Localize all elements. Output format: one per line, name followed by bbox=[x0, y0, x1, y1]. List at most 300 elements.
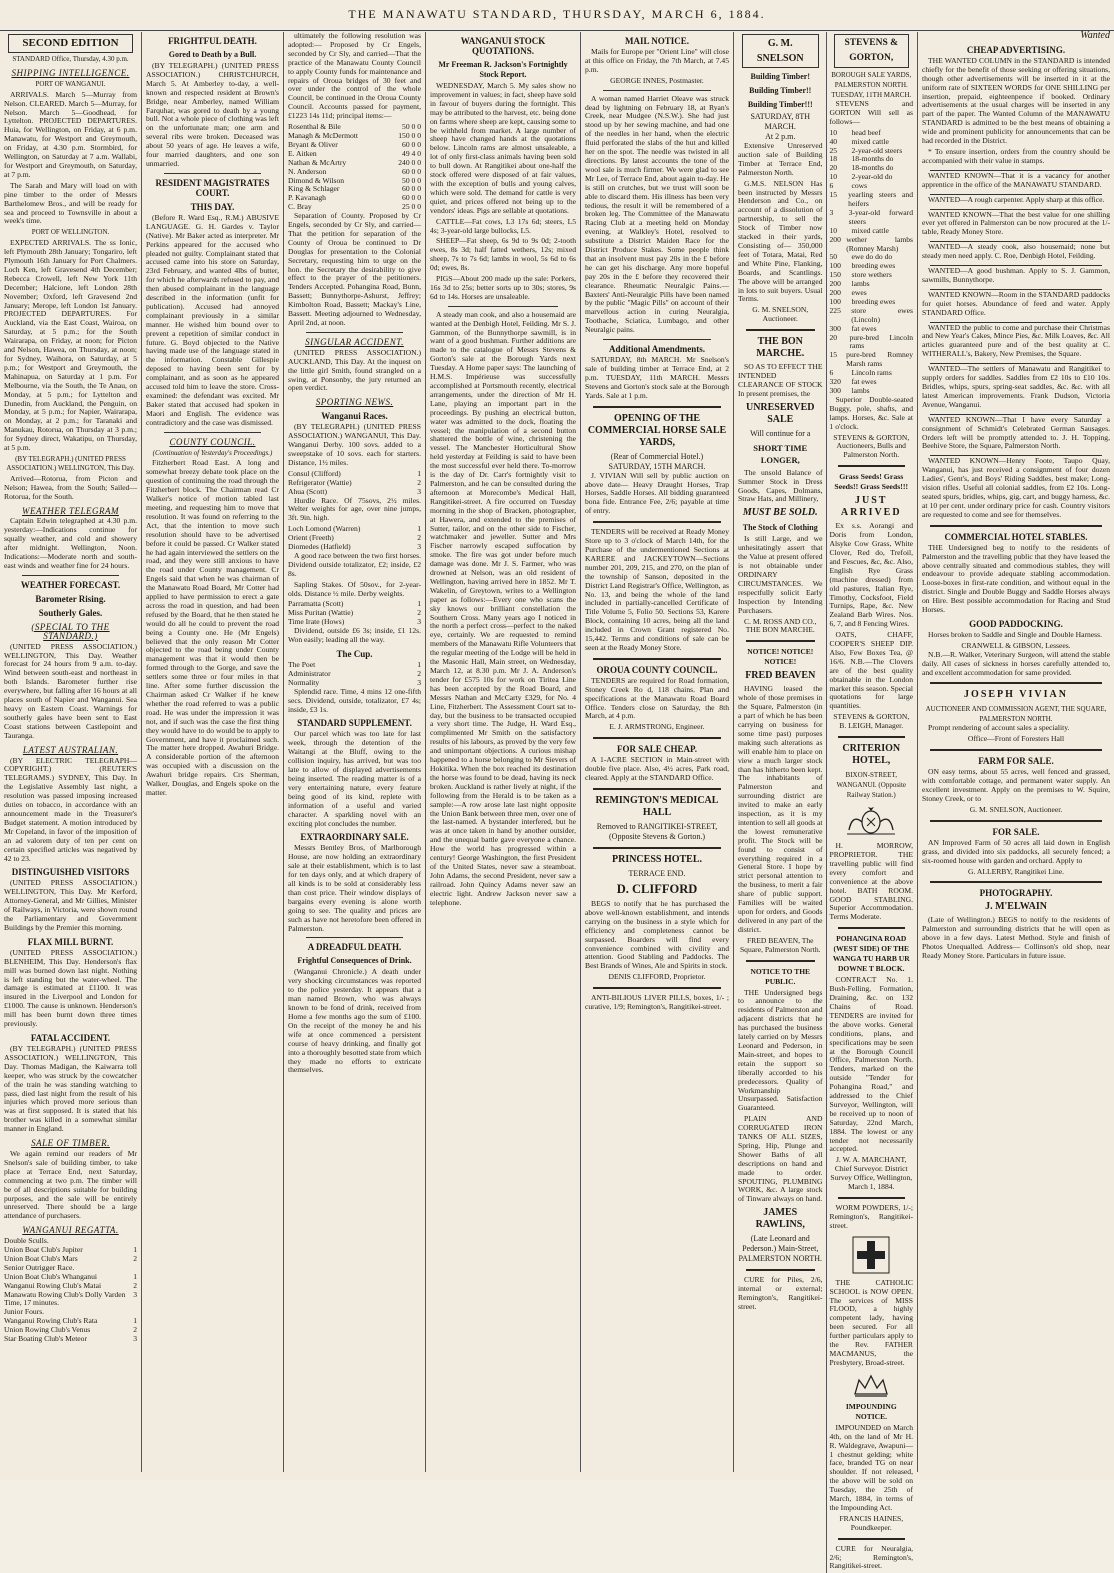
ad-divider bbox=[930, 682, 1102, 684]
row-label: Junior Fours. bbox=[4, 1307, 45, 1317]
woman-text: A woman named Harriet Oleave was struck dead by lightning on February 18, at Ryan's Creek, near Mudgee (N.S.W.). She had just stood up by her sewing machine, and had one of the needles in her hand, when the electric fluid perforated the slabs of the hut and killed her on the spot. The needle was twisted in all directions. By latest accounts the tone of the wool sale is much firmer. We were glad to see Mr Lee, of Terrace End, about again to-day. He is still on crutches, but we trust will soon be able to discard them. His illness has been very tedious, the result it will be remembered of a broken leg. The Committee of the Manawatu Racing Club at a meeting held on Monday evening, at Walkley's Hotel, resolved to substitute a District Maiden Race for the District Produce Stakes. Some people think that an insolvent must pay 20s in the £ before he can get his discharge. Any more hopeful pay 20s in the £ before they recovered their clearance. Rheumatic Neuralgic Pains.—Baxters' Anti-Neuralgic Pills have been named by the public "Magic Pills" on account of their marvellous action in curing Neuralgia, Toothache, Sciatica, Lumbago, and other Neuralgic pains. bbox=[585, 93, 729, 335]
princess-address: TERRACE END. bbox=[628, 869, 686, 878]
forsale-heading: FOR SALE CHEAP. bbox=[617, 744, 697, 755]
criterion-text: H. MORROW, PROPRIETOR. THE travelling public will find every comfort and convenience at the above hotel. BATH ROOM. GOOD STABLING. Superior Accommodation. Terms Moderate. bbox=[829, 841, 913, 922]
ad-divider bbox=[746, 640, 815, 642]
sg-signature: STEVENS & GORTON, Auctioneers, Bulls and Palmerston North. bbox=[833, 432, 910, 460]
stock-count: 200 bbox=[829, 234, 841, 244]
sapling-text: Sapling Stakes. Of 50sov., for 2-year-olds. Distance ½ mile. Derby weights. bbox=[288, 579, 421, 598]
wanted-ad: WANTED KNOWN—Room in the STANDARD paddocks for quiet horses. Abundance of feed and water. Apply STANDARD Office. bbox=[922, 289, 1110, 317]
supplement-heading: STANDARD SUPPLEMENT. bbox=[297, 718, 412, 729]
list-row bbox=[4, 1335, 137, 1344]
just-arrived: JUST ARRIVED bbox=[840, 495, 902, 519]
stevens-gorton-ad bbox=[826, 32, 914, 1573]
column-1 bbox=[0, 32, 141, 1472]
pohangina-title: POHANGINA ROAD (WEST SIDE) OF THE WANGA TU HARB UR DOWNE T BLOCK. bbox=[832, 934, 910, 974]
princess-signature: DENIS CLIFFORD, Proprietor. bbox=[608, 972, 706, 982]
paddock-text: Horses broken to Saddle and Single and Double Harness. bbox=[928, 629, 1102, 639]
opening-sub: (Rear of Commercial Hotel.) bbox=[610, 451, 704, 461]
unsold-text: The unsold Balance of Summer Stock in Dress Goods, Capes, Dolmans, Straw Hats, and Millinery, bbox=[738, 467, 823, 504]
extraordinary-heading: EXTRAORDINARY SALE. bbox=[300, 832, 409, 843]
sheep-text: SHEEP—Fat sheep, 6s 9d to 9s 0d; 2-tooth ewes, 8s 3d; half fatted wethers, 12s; mixed sheep, 7s to 7s 6d; lambs in wool, 5s 6d to 6s 0d; ewes, 8s. bbox=[430, 236, 576, 273]
wanted-ad: WANTED—A steady cook, also housemaid; none but steady men need apply. C. Roe, Denbigh Hotel, Feilding. bbox=[922, 242, 1110, 261]
unreserved-sale: UNRESERVED SALE bbox=[745, 401, 815, 425]
visitors-heading: DISTINGUISHED VISITORS bbox=[11, 867, 130, 878]
divider bbox=[306, 332, 403, 333]
row-value: 2 bbox=[417, 477, 421, 487]
stock-item: 18-months do bbox=[851, 154, 894, 164]
row-label: Wanganui Rowing Club's Rata bbox=[4, 1316, 98, 1326]
masthead: THE MANAWATU STANDARD, THURSDAY, MARCH 6, 1884. bbox=[348, 7, 766, 21]
stock-item: store ewes (Lincoln) bbox=[851, 305, 913, 324]
council-intro: ultimately the following resolution was adopted:— Proposed by Cr Engels, seconded by Cr Sly, and carried—That the practice of the Manawatu County Council to apply County funds for maintenance and repairs of Oroua bridges of 30 feet and over under the control of the whole Council, be continued in the Oroua County Council. Accounts passed for payment, £1223 14s 11d; principal items:— bbox=[288, 31, 421, 121]
sg-intro: STEVENS and GORTON Will sell as follows— bbox=[829, 99, 913, 126]
forsale-text: A 1-ACRE SECTION in Main-street with double five place. Also, 4½ acres, Park road, cleared. Apply at the STANDARD Office. bbox=[585, 755, 729, 783]
resident-heading: RESIDENT MAGISTRATES COURT. bbox=[155, 177, 270, 198]
hurdle-text: Hurdle Race. Of 75sovs, 2½ miles. Welter weights for age, over nine jumps, 3ft. 9in. high. bbox=[288, 495, 421, 523]
cup-after: Splendid race. Time, 4 mins 12 one-fifth secs. Dividend, outside, totalizator, £7 4s; inside, £3 1s. bbox=[288, 686, 421, 714]
column-2 bbox=[142, 32, 283, 1472]
special-heading: (SPECIAL TO THE STANDARD.) bbox=[31, 621, 110, 641]
photo-name: J. M'ELWAIN bbox=[985, 901, 1047, 913]
walker-text: N.B.—R. Walker, Veterinary Surgeon, will attend the stable daily. All cases of sickness in horses carefully attended to, and excellent accommodation for same provided. bbox=[922, 649, 1110, 677]
stock-item: cows bbox=[851, 181, 868, 191]
cheap-text: THE WANTED COLUMN in the STANDARD is intended chiefly for the benefit of those seeking or offering situations, though other advertisements will be inserted in it at the uniform rate of SIXTEEN WORDS for ONE SHILLING per insertion, prepaid, eighteenpence if booked. Ordinary advertisements at the usual charges will be inserted in any part of the paper. The Wanted Column of the MANAWATU STANDARD is admitted to be the best means of obtaining a wide and prominent publicity for announcements that can be had recorded in the District. bbox=[922, 55, 1110, 146]
princess-text: BEGS to notify that he has purchased the above well-known establishment, and intends carrying on the business in a style which for efficiency and completeness cannot be surpassed. Boarders will find every convenience combined with civility and attention. Good Stabling and Paddocks. The Best Brands of Wines, Ale and Spirits in stock. bbox=[585, 899, 729, 971]
stock-row bbox=[830, 334, 914, 352]
stock-row bbox=[830, 209, 914, 227]
impound-signature: FRANCIS HAINES, Poundkeeper. bbox=[839, 1513, 904, 1532]
stock-item: 18-months do bbox=[851, 163, 894, 173]
special-text: (UNITED PRESS ASSOCIATION.) WELLINGTON, This Day. Weather forecast for 24 hours from 9 a.m. to-day. Wind between south-east and northeast in both Islands. Barometer further rise everywhere, but falling after 16 hours at all places south of Napier and Wanganui. Sea heavy on Eastern Coast. Warnings for southerly gales have been sent to East Coast stations between Castlepoint and Tauranga. bbox=[4, 641, 137, 740]
singular-text: (UNITED PRESS ASSOCIATION.) AUCKLAND, This Day. At the inquest on the little girl Smith, found strangled on a swing, at Ponsonby, the jury returned an open verdict. bbox=[288, 347, 421, 393]
row-label: Parramatta (Scott) bbox=[288, 599, 344, 609]
extraordinary-text: Messrs Bentley Bros, of Marlborough House, are now holding an extraordinary sale at their establishment, which is to last for ten days only, and at which drapery of all kinds is to be sold at considerably less than cost price. Their window displays of bargains every evening is alone worth going to see. The quality and prices are such as have not heretofore been offered in Palmerston. bbox=[288, 843, 421, 933]
row-value: 25 0 0 bbox=[402, 202, 421, 212]
oroua-heading: OROUA COUNTY COUNCIL. bbox=[596, 664, 718, 675]
row-value: 240 0 0 bbox=[398, 157, 421, 167]
regatta-results bbox=[4, 1237, 137, 1344]
snelson-ad bbox=[738, 32, 826, 1573]
row-label: Ahua (Scott) bbox=[288, 486, 328, 496]
vivian-office: Office—Front of Foresters Hall bbox=[967, 734, 1065, 744]
row-label: Managh & McDermott bbox=[288, 130, 359, 140]
notice-heading: NOTICE! NOTICE! NOTICE! bbox=[747, 647, 814, 667]
stock-count: 25 bbox=[829, 145, 838, 155]
row-value: 2 bbox=[133, 1280, 137, 1290]
fatal-text: (BY TELEGRAPH.) (UNITED PRESS ASSOCIATION.) WELLINGTON, This Day. Thomas Madigan, the Kaiwarra toll keeper, who was struck by the cowcatcher of the train he was standing watching to pass, died last night from the result of his injuries which proved more serious than was at first supposed. It is stated that his brother was killed in a somewhat similar manner in England. bbox=[4, 1044, 137, 1134]
remington-title: REMINGTON'S MEDICAL HALL bbox=[595, 795, 719, 818]
stock-count: 300 bbox=[829, 323, 841, 333]
cross-emblem-icon bbox=[851, 1235, 891, 1275]
opening-date: SATURDAY, 15TH MARCH. bbox=[608, 461, 706, 471]
stock-item: fat ewes bbox=[851, 323, 877, 333]
building-3: Building Timber!!! bbox=[747, 100, 813, 109]
snelson-title: G. M. SNELSON bbox=[742, 34, 819, 68]
wanted-ad: WANTED KNOWN—That I have every Saturday a consignment of Schmidt's Celebrated German Sausages. Orders left will be promptly attended to. J. H. Topping, Beehive Store, the Square, Palmerston North. bbox=[922, 414, 1110, 451]
bon-title: THE BON MARCHE. bbox=[756, 336, 805, 360]
column-3 bbox=[284, 32, 425, 1472]
dreadful-subheading: Frightful Consequences of Drink. bbox=[297, 956, 412, 966]
stock-row bbox=[830, 307, 914, 325]
by-telegraph: (BY TELEGRAPH.) (UNITED PRESS ASSOCIATION.) WELLINGTON, This Day. bbox=[6, 454, 135, 472]
this-day: THIS DAY. bbox=[190, 201, 235, 212]
cheap-heading: CHEAP ADVERTISING. bbox=[966, 44, 1066, 55]
ad-divider bbox=[930, 525, 1102, 527]
stock-count: 300 bbox=[829, 386, 841, 395]
row-value: 2 bbox=[417, 668, 421, 678]
flax-text: (UNITED PRESS ASSOCIATION.) BLENHEIM, This Day. Henderson's flax mill was burned down last night. Nothing is left standing but the water-wheel. The damage is estimated at £1100. It was insured in the Liverpool and London for £1000. The cause is unknown. Henderson's mill has been burnt down three times previously. bbox=[4, 947, 137, 1029]
gored-text: (BY TELEGRAPH.) (UNITED PRESS ASSOCIATION.) CHRISTCHURCH, March 5. At Amberley to-day, a well-known and respected resident at Brown's Bridge, near Amberley, named William Farquhar, was gored to death by a young bull. Not a whole piece of clothing was left on the unfortunate man; one arm and several ribs were broken. Deceased was about 50 years of age. He leaves a wife, four married daughters, and one son unmarried. bbox=[146, 61, 279, 168]
stock-item: fat ewes bbox=[851, 377, 877, 387]
photo-text: (Late of Wellington.) BEGS to notify to the residents of Palmerston and surrounding districts that he will open as above in a few days. Latest Method. Style and finish of Photos Unequalled. Address— Collinson's old shop, near Ready Money Store. Particulars in future issue. bbox=[922, 915, 1110, 961]
remington-address: (Opposite Stevens & Gorton.) bbox=[609, 832, 705, 841]
row-label: Miss Puritan (Wattie) bbox=[288, 608, 354, 618]
princess-title: PRINCESS HOTEL. bbox=[611, 854, 703, 865]
stock-item: ewe do do do bbox=[851, 252, 893, 262]
wanted-ad: WANTED the public to come and purchase their Christmas and New Year's Cakes, Mince Pies, &c. Milk Loaves, &c. All articles guaranteed pure and of the best quality at C. WITHERALL's, Bakery, New Premises, the Square. bbox=[922, 322, 1110, 359]
cup-results bbox=[288, 661, 421, 688]
timber-text: We again remind our readers of Mr Snelson's sale of building timber, to take place at Terrace End, next Saturday, commencing at two p.m. The timber will be of all descriptions suitable for building purposes, and the sale will be entirely unreserved. There should be a large attendance of purchasers. bbox=[4, 1148, 137, 1221]
ad-divider bbox=[930, 881, 1102, 883]
rawlins-title: JAMES RAWLINS, bbox=[755, 1207, 805, 1231]
stock-item: yearling steers and heifers bbox=[848, 190, 913, 208]
stock-item: store wethers bbox=[851, 270, 892, 280]
singular-heading: SINGULAR ACCIDENT. bbox=[305, 336, 404, 347]
contract-text: CONTRACT No. 1. Bush-Felling, Formation, Draining, &c. on 132 Chains of Road. TENDERS are invited for the above works. General conditions, plans, and specifications may be seen at the Borough Council Office, Palmerston North. Tenders, marked on the outside "Tender for Pohangina Road," and addressed to the Chief Surveyor, Wellington, will be received up to noon of Saturday, 22nd March, 1884. The lowest or any tender not necessarily accepted. bbox=[829, 975, 913, 1154]
row-value: 1 bbox=[417, 524, 421, 534]
photo-heading: PHOTOGRAPHY. bbox=[979, 888, 1053, 899]
stock-count: 10 bbox=[829, 172, 838, 182]
shipping-note: The Sarah and Mary will load on with pine timber to the order of Messrs Barthelomew Bros., and will be ready for sea and proceed to Townsville in about a week's time. bbox=[4, 180, 137, 226]
beaven-title: FRED BEAVEN bbox=[745, 670, 816, 682]
telegraph-text: Arrived—Rotorua, from Picton and Nelson; Hawea, from the South; Sailed—Rotorua, for the South. bbox=[4, 473, 137, 501]
continue-line: Will continue for a bbox=[750, 428, 811, 438]
row-label: Diomedes (Hatfield) bbox=[288, 542, 351, 552]
royal-arms-icon bbox=[841, 804, 901, 838]
row-label: Consul (Clifford) bbox=[288, 468, 341, 478]
sapling-after: Dividend, outside £6 3s; inside, £1 12s. Won easily; leading all the way. bbox=[288, 626, 421, 645]
forecast-heading: WEATHER FORECAST. bbox=[20, 579, 121, 590]
mail-text: Mails for Europe per "Orient Line" will close at this office on Friday, the 7th March, at 7.45 p.m. bbox=[585, 47, 729, 74]
wanted-list bbox=[922, 170, 1110, 520]
county-subheading: (Continuation of Yesterday's Proceedings.) bbox=[152, 448, 273, 457]
races-heading: Wanganui Races. bbox=[321, 411, 388, 422]
separation-text: Separation of County. Proposed by Cr Engels, seconded by Cr Sly, and carried—That the petition for separation of the County of Oroua be continued to Dr Douglas for presentation to the Colonial Secretary, requesting him to urge on the hon. the Secretary the desirability to give effect to the prayer of the petitioners. Tenders Accepted. Pohangina Road, Bunn, Bassett; Bunnythorpe-Ashurst, Jeffrey; Kimbolton Road, Bassett; Mackay's Line, Bassett. Meeting adjourned to Wednesday, April 2nd, at noon. bbox=[288, 211, 421, 327]
row-value: 150 0 0 bbox=[398, 130, 421, 140]
row-label: Orient (Freeth) bbox=[288, 533, 334, 543]
stock-item: 3-year-old forward steers bbox=[848, 207, 913, 226]
clothing-text: Is still Large, and we unhesitatingly assert that the Value at present offered is not obtainable under ORDINARY CIRCUMSTANCES. We respectfully solicit Early Inspection by Intending Purchasers. bbox=[738, 534, 823, 615]
divider bbox=[448, 306, 558, 307]
derby-results bbox=[288, 470, 421, 497]
stock-row bbox=[830, 191, 914, 209]
row-label: Time Irate (Hows) bbox=[288, 617, 345, 627]
timber-heading: SALE OF TIMBER. bbox=[31, 1138, 110, 1149]
wanted-ad: WANTED KNOWN—Henry Foote, Taupo Quay, Wanganui, has just received a consignment of four dozen Ladies', Gent's, and Boys' Riding Saddles, best make; Long-vision rifles. Useful all colonial saddles, from £2 10s. Long-seated spurs, bridles, whips, gig, cart, and buggy harness, &c. at 10 per cent. under ordinary price for cash. Country visitors are requested to come and see for themselves. bbox=[922, 456, 1110, 519]
vivian-text: J. VIVIAN Will sell by public auction on above date— Heavy Draught Horses, Trap Horses, Saddle Horses. All bidding guaranteed bona fide. Entrance Fee, 2/6; payable at time of entry. bbox=[585, 470, 729, 516]
stock-count: 15 bbox=[829, 350, 838, 360]
clifford-name: D. CLIFFORD bbox=[616, 882, 698, 896]
row-value: 3 bbox=[133, 1289, 137, 1299]
cranwell-signature: CRANWELL & GIBSON, Lessees. bbox=[961, 640, 1071, 650]
frightful-heading: FRIGHTFUL DEATH. bbox=[168, 36, 257, 46]
remington-sub: Removed to RANGITIKEI-STREET, bbox=[596, 822, 718, 831]
sale-date: SATURDAY, 8TH MARCH. bbox=[750, 112, 811, 131]
tenders-text: TENDERS will be received at Ready Money Store up to 3 o'clock of March 14th, for the Purchase of the undermentioned Sections at KARERE and JACKEYTOWN—Sections number 201, 209, 215, and 270, on the plan of the township of Sanson, deposited in the District Land Registrar's Office, Wellington, as No. 13, and being the whole of the land included in partially-cancelled Certificate of Title Volume 5, Folio 50. Sections 53, Karere Block, containing 10 acres, being all the land included in Crown Grant registered No. 15,442. Terms and conditions of sale can be seen at the Ready Money Store. bbox=[585, 527, 729, 652]
ross-signature: C. M. ROSS AND CO., THE BON MARCHE. bbox=[743, 616, 817, 635]
farm-heading: FARM FOR SALE. bbox=[978, 756, 1054, 767]
divider bbox=[603, 90, 711, 91]
criterion-sub: BIXON-STREET, WANGANUI. (Opposite Railway Station.) bbox=[836, 771, 907, 800]
vivian-sub: AUCTIONEER AND COMMISSION AGENT, THE SQUARE, PALMERSTON NORTH. bbox=[925, 705, 1107, 724]
ad-divider bbox=[746, 1269, 815, 1271]
ad-divider bbox=[930, 749, 1102, 751]
row-value: 3 bbox=[417, 542, 421, 552]
oroua-text: TENDERS are required for Road formation, Stoney Creek Ro d, 118 chains. Plan and specifications at the Manawatu Road Board Office. Tenders close on Saturday, the 8th March, at 4 p.m. bbox=[585, 675, 729, 721]
shipping-text: ARRIVALS. March 5—Murray from Nelson. CLEARED. March 5—Murray, for Nelson. March 5—Goodhead, for Lyttelton. PROJECTED DEPARTURES. Huia, for Wellington, on Friday, at 6 p.m. Manawatu, for Westport and Greymouth, on Friday, at 4.30 p.m. Stormbird, for Wellington, on Saturday at 7 a.m. Wallabi, for Westport and Greymouth, on Saturday, at 7 p.m. bbox=[4, 89, 137, 179]
port-wanganui: PORT OF WANGANUI. bbox=[35, 79, 106, 88]
ad-divider bbox=[593, 406, 721, 408]
rawlins-sub: (Late Leonard and Pederson.) Main-Street, PALMERSTON NORTH. bbox=[738, 1234, 823, 1264]
stock-row bbox=[830, 173, 914, 182]
hurdle-after: A good race between the two first horses. Dividend outside totalizator, £2; inside, £2 8s. bbox=[288, 550, 421, 578]
row-label: P. Kavanagh bbox=[288, 193, 326, 203]
public-notice-text: THE Undersigned begs to announce to the residents of Palmerston and adjacent districts that he has purchased the business lately carried on by Messrs Leonard and Pederson, in Main-street, and hopes to retain the support so liberally accorded to his predecessors. Quality of Workmanship Unsurpassed. Satisfaction Guaranteed. bbox=[738, 987, 823, 1113]
opening-title: OPENING OF THE COMMERCIAL HORSE SALE YARDS, bbox=[587, 412, 727, 448]
row-value: 50 0 0 bbox=[402, 175, 421, 185]
stock-row bbox=[830, 271, 914, 280]
stock-count: 15 bbox=[829, 190, 838, 200]
weather-heading: WEATHER TELEGRAM bbox=[22, 505, 119, 516]
dreadful-text: (Wanganui Chronicle.) A death under very shocking circumstances was reported to the police yesterday. It appears that a man named Brown, who was always known to be fond of drink, received from Home a few months ago the sum of £100. On the receipt of the money he and his wife at once commenced a persistent course of heavy drinking, and finally got into a thoroughly besotted state from which they made no efforts to extricate themselves. bbox=[288, 967, 421, 1075]
row-label: Double Sculls. bbox=[4, 1236, 49, 1246]
vivian-text-2: Prompt rendering of account sales a speciality. bbox=[928, 723, 1070, 733]
row-value: 60 0 0 bbox=[402, 184, 421, 194]
sg-extra: Superior Double-seated Buggy, pole, shafts, and lamps. Horses, &c. Sale at 1 o'clock. bbox=[829, 394, 913, 431]
row-label: Normality bbox=[288, 677, 320, 687]
stock-item: 2-year-old do bbox=[851, 172, 893, 182]
stock-count: 10 bbox=[829, 225, 838, 235]
cattle-text: CATTLE—Fat cows, L3 17s 6d; steers, L5 4s; 3-year-old large bullocks, L5. bbox=[430, 216, 576, 235]
stock-item: lambs bbox=[851, 279, 870, 289]
divider bbox=[306, 937, 403, 938]
column-4 bbox=[426, 32, 580, 1472]
row-value: 49 4 0 bbox=[402, 148, 421, 158]
stock-item: mixed cattle bbox=[851, 225, 889, 235]
row-value: 60 0 0 bbox=[402, 193, 421, 203]
divider bbox=[603, 339, 711, 340]
column-7 bbox=[918, 32, 1114, 1472]
forsale2-heading: FOR SALE. bbox=[992, 826, 1040, 837]
stables-heading: COMMERCIAL HOTEL STABLES. bbox=[944, 531, 1088, 542]
row-value: 1 bbox=[417, 599, 421, 609]
ad-divider bbox=[746, 960, 815, 962]
row-label: Union Boat Club's Jupiter bbox=[4, 1245, 83, 1255]
stock-item: Lincoln rams bbox=[851, 368, 892, 378]
stock-count: 100 bbox=[829, 296, 841, 306]
stock-count: 320 bbox=[829, 377, 841, 387]
ad-divider bbox=[838, 1197, 906, 1199]
amendments-text: SATURDAY, 8th MARCH. Mr Snelson's sale of building timber at Terrace End, at 2 p.m. TUESDAY, 11th MARCH. Messrs Stevens and Gorton's stock sale at the Borough Yards. Sale at 1 p.m. bbox=[585, 355, 729, 400]
row-value bbox=[133, 1299, 137, 1308]
flax-heading: FLAX MILL BURNT. bbox=[27, 936, 114, 947]
shipping-heading: SHIPPING INTELLIGENCE. bbox=[11, 67, 130, 78]
row-label: Loch Lomond (Warren) bbox=[288, 524, 361, 534]
row-label: Senior Outrigger Race. bbox=[4, 1262, 75, 1272]
ad-divider bbox=[593, 987, 721, 989]
row-value: 1 bbox=[417, 468, 421, 478]
row-value: 2 bbox=[133, 1253, 137, 1263]
county-text: Fitzherbert Road East. A long and somewhat breezy debate took place on the question of continuing the road through the Fitzherbert block. The Chairman read Cr Walker's notice of motion tabled last meeting, and requesting him to move that resolution. It was found on referring to the Act, that the intention to move such resolution should have to be advertised before it could be passed. Cr Walker stated he had again interviewed the settlers on the road, and they were still anxious to have the road under County management. Cr Engels said that when he was chairman of the Manawatu Road Board, Mr Cotter had applied to have permission to erect a gate across the road in question, and had been refused by the Board, that he then stated he would do all he could to prevent the road being a County one. He (Mr Engels) believed that the only reason Mr Cotter objected to the road being under County management was that it would then be formed through to the Gorge, and save the settlers some three or four miles in that line. After some further discussion the Chairman asked Cr Walker if he knew whether the road referred to was a public road. He was under the impression it was not, and if such was the case the first thing they would have to do would be to apply to Government, and have it proclaimed such. The matter here dropped. Awahuri Bridge. A considerable portion of the afternoon was occupied with a discussion on the Awahuri bridge repairs. Crs Sherman, Walker, Douglas, and Engels spoke on the matter. bbox=[146, 458, 279, 797]
sg-signature-2: STEVENS & GORTON, B. LEIGH, Manager. bbox=[833, 712, 910, 731]
row-label: Star Boating Club's Meteor bbox=[4, 1334, 87, 1344]
local-news-text: A steady man cook, and also a housemaid are wanted at the Denbigh Hotel, Feilding. Mr S. J. Gammon, of the Bunnythorpe sawmill, is in want of a good bushman. Further additions are made to the catalogue of Messrs Stevens & Gorton's sale at the Borough Yards next Tuesday. A Home paper says: The launching of H.M.S. Impérieuse was successfully accomplished at Portsmouth recently, electrical arrangements, under the direction of Mr H. Lane, playing an important part in the proceedings. By pushing an electrical button, water was admitted to the dock, floating the vessel; the manipulation of a second button shattered the bottle of wine, christening the vessel. The Manchester Horticultural Show held yesterday at Feilding is said to have been the most successful ever held there. To-morrow is the day of Dr. Carr's fortnightly visit to Palmerston, and he can be consulted during the afternoon at Morecombe's Medical Hall, Rangitikei-street. A fire occurred on Tuesday morning in the shop of Bracken, photographer, at Hawera, and extended to the premises of Sutter, tailor, and on the other side to Fischer, watchmaker and jeweller. Sutter and Mrs Fischer narrowly escaped suffocation by smoke. The fire was got under before much damage was done. Mr J. S. Farmer, who was drowned at Nelson, was an old resident of Wellington, having arrived here in 1852. Mr T. Wakelin, of Greytown, writes to a Wellington paper as follows:—Every one who scans the sky knows our brilliant constellation the Southern Cross. Many years ago I noticed in the north a perfect cross—perfect to the naked eye, certainly. We are requested to remind members of the Manawatu Rifle Volunteers that the regular meeting of the Lodge will be held in the Masonic Hall, Main street, on Wednesday, March 12, at 8.30 p.m. Mr J. A. Anderson's tender for £575 10s for work on Tiritea Line has been accepted by the Road Board, and Messrs Nathan and McCarty £329, for No. 4 Line, Fitzherbert. The Assessment Court sat to-day, but the business to be transacted occupied a very short time. The Judge, H. Ward Esq., complimented Mr Smith on the satisfactory results of his labours, as proved by the very few and unimportant objections. A curious mishap happened to a horse belonging to Mr Sievers of Hokitika. When the box reached its destination the horse was found to be dead, having its neck broken. Auckland is rather lively at night, if the following from the Herald is to be taken as a sample:—A row arose late last night opposite the Union Bank between three men, over one of the last-named. A bystander interfered, but he was at once taken in hand by another outsider, and the unequal battle gave everyone a chance. How the world has progressed within a century! George Washington, the first President of the United States, never saw a steamboat. John Adams, the second President, never saw a railroad. John Quincy Adams never saw an electric light. Andrew Jackson never saw a telephone. bbox=[430, 309, 576, 907]
stock-count: 225 bbox=[829, 305, 841, 315]
stock-count: 200 bbox=[829, 279, 841, 289]
stock-heading: WANGANUI STOCK QUOTATIONS. bbox=[460, 36, 546, 56]
divider bbox=[164, 432, 261, 433]
crown-icon bbox=[851, 1372, 891, 1398]
stock-item: 2-year-old steers bbox=[851, 145, 903, 155]
row-value: 3 bbox=[133, 1334, 137, 1344]
cheap-note: * To ensure insertion, orders from the country should be accompanied with their value in stamps. bbox=[922, 146, 1110, 165]
vivian-title: JOSEPH VIVIAN bbox=[964, 689, 1068, 701]
clothing-heading: The Stock of Clothing bbox=[742, 523, 818, 533]
stock-item: pure-bred Romney Marsh rams bbox=[846, 350, 913, 369]
pigs-text: PIGS—About 200 made up the sale: Porkers, 16s 3d to 25s; better sorts up to 30s; stores, 9s 6d to 14s. Horses are unsaleable. bbox=[430, 274, 576, 301]
mail-signature: GEORGE INNES, Postmaster. bbox=[610, 75, 704, 85]
ad-divider bbox=[838, 465, 906, 467]
ad-divider bbox=[593, 847, 721, 849]
ad-divider bbox=[930, 820, 1102, 822]
row-value: 60 0 0 bbox=[402, 139, 421, 149]
amendments-heading: Additional Amendments. bbox=[608, 344, 706, 355]
stock-sale-list bbox=[830, 129, 914, 396]
row-label: Rosenthal & Bile bbox=[288, 122, 341, 132]
sporting-heading: SPORTING NEWS. bbox=[315, 397, 394, 408]
stock-count: 100 bbox=[829, 261, 841, 271]
stock-item: breeding ewes bbox=[851, 296, 896, 306]
row-label: King & Schlager bbox=[288, 184, 340, 194]
stables-text: THE Undersigned beg to notify to the residents of Palmerston and the travelling public that they have leased the above centrally situated and commodious stables, they will endeavour to provide adequate stabling accommodation. Loose-boxes in first-rate condition, and without equal in the district. Single and Double Buggy and Saddle Horses always on Hire. Best possible accommodation for Racing and Stud Horses. bbox=[922, 542, 1110, 615]
hurdle-results bbox=[288, 525, 421, 552]
farm-text: ON easy terms, about 55 acres, well fenced and grassed, with comfortable cottage, and permanent water supply. An excellent investment. Apply on the premises to W. Squire, Stoney Creek, or to bbox=[922, 767, 1110, 803]
row-label: Manawatu Rowing Club's Dolly Varden bbox=[4, 1289, 126, 1299]
ad-divider bbox=[838, 1538, 906, 1540]
row-label: Wanganui Rowing Club's Matai bbox=[4, 1280, 102, 1290]
office-line: STANDARD Office, Thursday, 4.30 p.m. bbox=[12, 55, 129, 63]
latest-australian-heading: LATEST AUSTRALIAN. bbox=[22, 744, 119, 755]
must-be-sold: MUST BE SOLD. bbox=[742, 507, 818, 519]
stock-item: lambs bbox=[851, 386, 870, 395]
wanted-ad: WANTED—A good bushman. Apply to S. J. Gammon, sawmills, Bunnythorpe. bbox=[922, 266, 1110, 284]
row-value: 2 bbox=[133, 1325, 137, 1335]
stock-count: 10 bbox=[829, 127, 838, 137]
row-value: 3 bbox=[417, 486, 421, 496]
column-5 bbox=[581, 32, 733, 1472]
stock-count: 18 bbox=[829, 154, 838, 164]
row-label: Union Boat Club's Whanganui bbox=[4, 1271, 97, 1281]
ad-divider bbox=[593, 658, 721, 660]
forsale2-signature: G. ALLERBY, Rangitikei Line. bbox=[967, 866, 1065, 876]
masthead-rule bbox=[0, 30, 1114, 31]
column-snelson-stevens bbox=[734, 32, 917, 1571]
stock-row bbox=[830, 351, 914, 369]
impounding-heading: IMPOUNDING NOTICE. bbox=[845, 1401, 897, 1421]
weather-text: Captain Edwin telegraphed at 4.30 p.m. yesterday:—Indications continue for squally weather, and cold and showery after midnight. Wellington, Noon. Indications:—Moderate north and south-east winds and weather fine for 24 hours. bbox=[4, 516, 137, 570]
row-value: 1 bbox=[133, 1271, 137, 1281]
ad-divider bbox=[593, 788, 721, 790]
southerly-line: Southerly Gales. bbox=[38, 607, 103, 618]
forsale2-text: AN Improved Farm of 50 acres all laid down in English grass, and divided into six paddocks, all securely fenced; a six-roomed house with garden and orchard. Apply to bbox=[922, 837, 1110, 865]
sale-time: At 2 p.m. bbox=[765, 132, 796, 141]
stock-item: breeding ewes bbox=[851, 261, 896, 271]
wanted-ad: WANTED KNOWN—That the best value for one shilling ever yet offered in Palmerston can be now procured at the 1/- table, Ready Money Store. bbox=[922, 209, 1110, 237]
row-label: E. Aitken bbox=[288, 148, 317, 158]
stock-count: 20 bbox=[829, 163, 838, 173]
accounts-list bbox=[288, 123, 421, 212]
pills-text: ANTI-BILIOUS LIVER PILLS, boxes, 1/- ; curative, 1/9; Remington's, Rangitikei-street. bbox=[585, 993, 729, 1012]
stock-count: 6 bbox=[829, 368, 834, 378]
paddocking-heading: GOOD PADDOCKING. bbox=[969, 618, 1063, 629]
stock-item: wether lambs (Romney Marsh) bbox=[846, 234, 913, 253]
sg-sub: BOROUGH SALE YARDS, PALMERSTON NORTH. bbox=[831, 71, 912, 89]
stock-count: 6 bbox=[829, 181, 834, 191]
mail-heading: MAIL NOTICE. bbox=[624, 36, 689, 46]
beaven-signature: FRED BEAVEN, The Square, Palmerston North. bbox=[739, 935, 821, 954]
row-value: 1 bbox=[417, 660, 421, 669]
stock-count: 200 bbox=[829, 288, 841, 298]
catholic-text: THE CATHOLIC SCHOOL is NOW OPEN. The services of MISS FLOOD, a highly competent lady, having been secured. For all further particulars apply to the Rev. FATHER MACMANUS, the Presbytery, Broad-street. bbox=[829, 1277, 913, 1367]
marchant-signature: J. W. A. MARCHANT, Chief Surveyor. District Survey Office, Wellington, March 1, 1884. bbox=[830, 1155, 913, 1192]
ad-divider bbox=[838, 927, 906, 929]
ad-divider bbox=[838, 736, 906, 738]
row-value: 3 bbox=[417, 617, 421, 627]
shorter-line: SHORT TIME LONGER, bbox=[753, 442, 808, 465]
wanted-ad: WANTED KNOWN—That it is a vacancy for another apprentice in the office of the MANAWATU STANDARD. bbox=[922, 170, 1110, 189]
stock-count: 3 bbox=[829, 207, 834, 217]
row-label: Dimond & Wilson bbox=[288, 175, 345, 185]
stock-row bbox=[830, 236, 914, 254]
stock-count: 40 bbox=[829, 136, 838, 146]
impound-text: IMPOUNDED on March 4th, on the land of Mr H. R. Waldegrave, Awapuni— 1 chestnut gelding; white face, branded TG on near shoulder. If not released, the above will be sold on Tuesday, the 25th of March, 1884, in terms of the Impounding Act. bbox=[829, 1422, 913, 1512]
county-heading: COUNTY COUNCIL. bbox=[169, 436, 256, 447]
races-text: (BY TELEGRAPH.) (UNITED PRESS ASSOCIATION.) WANGANUI, This Day. Wanganui Derby. 100 sovs. added to a sweepstake of 10 sovs. each for starters. Distance, 1½ miles. bbox=[288, 422, 421, 467]
visitors-text: (UNITED PRESS ASSOCIATION.) WELLINGTON, This Day. Mr Kerford, Attorney-General, and Mr Gillies, Minister of Railways, in Victoria, were shown round the Parliamentary and Government Buildings by the Premier this morning. bbox=[4, 878, 137, 932]
row-label: Administrator bbox=[288, 668, 331, 678]
stock-row bbox=[830, 280, 914, 289]
public-notice-heading: NOTICE TO THE PUBLIC. bbox=[750, 966, 811, 986]
regatta-heading: WANGANUI REGATTA. bbox=[22, 1225, 119, 1236]
row-value: 3 bbox=[417, 677, 421, 687]
beaven-text: HAVING leased the whole of those premises in the Square, Palmerston (in a part of which he has been carrying on business for some time past) purposes making such alterations as will enable him to place on view a much larger stock than has hitherto been kept. The inhabitants of Palmerston and surrounding district are invited to make an early inspection, as it is my intention to sell all goods at the lowest remunerative profit. The Stock will be found to consist of everything required in a General Store. I hope by strict personal attention to the business, to merit a fair share of public support. Families will be waited upon for orders, and Goods delivered in any part of the district. bbox=[738, 684, 823, 934]
port-wellington: PORT OF WELLINGTON. bbox=[31, 228, 110, 237]
row-value: 1 bbox=[133, 1316, 137, 1326]
fatal-heading: FATAL ACCIDENT. bbox=[30, 1033, 111, 1043]
grass-seeds-heading: Grass Seeds! Grass Seeds!! Grass Seeds!!! bbox=[834, 472, 909, 492]
sg-date: TUESDAY, 11TH MARCH. bbox=[831, 91, 912, 99]
oats-text: OATS, CHAFF, COOPER'S SHEEP DIP. Also, Few Boxes Tea, @ 16/6. N.B.—The Clovers are of the best quality obtainable in the London market this season. Special quotations for large quantities. bbox=[829, 630, 913, 711]
stock-item: mixed cattle bbox=[851, 136, 889, 146]
supplement-text: Our parcel which was too late for last week, through the detention of the Waitangi at the Bluff, owing to the collision inquiry, has arrived, but was too late to allow of displayed advertisements being inserted. The reading matter is of a very entertaining nature, every feature being good of its kind, replete with information of a useful and varied character. A sparkling novel with an exciting plot concludes the number. bbox=[288, 729, 421, 828]
latest-australian-text: (BY ELECTRIC TELEGRAPH—COPYRIGHT.) (REUTER'S TELEGRAMS.) SYDNEY, This Day. In the Legislative Assembly last night, a resolution was passed imposing increased duties on tobacco, in accordance with an announcement made in the Treasurer's Budget statement. A motion introduced by Mr Copeland, in favor of the imposition of an ad valorem duty of ten per cent on certain specified articles was negatived by 42 to 23. bbox=[4, 755, 137, 863]
ad-divider bbox=[593, 521, 721, 523]
row-label: Nathan & McArtry bbox=[288, 157, 347, 167]
sapling-results bbox=[288, 600, 421, 627]
court-text: (Before R. Ward Esq., R.M.) ABUSIVE LANGUAGE. G. H. Gardes v. Taylor (Native). Mr Baker acted as interpreter. Mr Perkins appeared for the accused who pleaded not guilty. Complainant stated that accused came into his store on Saturday, 23rd February, and wanted 4lbs of butter, for which he afterwards refused to pay, and then abused complainant in the language described in the information (unfit for publication). Accused had annoyed complainant previously in a similar manner. He wished him bound over to prevent a repetition of similar conduct in future. G. Boyd objected to the Native having made use of the language stated in the information. Constable Gillespie deposed to having been sent for by complainant, and as soon as he appeared accused told him to leave the store. Cross-examined: the defendant was excited. Mr Baker stated that accused had spoken in Maori and English. The evidence was contradictory and the case was dismissed. bbox=[146, 212, 279, 427]
gms-signature: G. M. SNELSON, Auctioneer. bbox=[752, 305, 809, 324]
